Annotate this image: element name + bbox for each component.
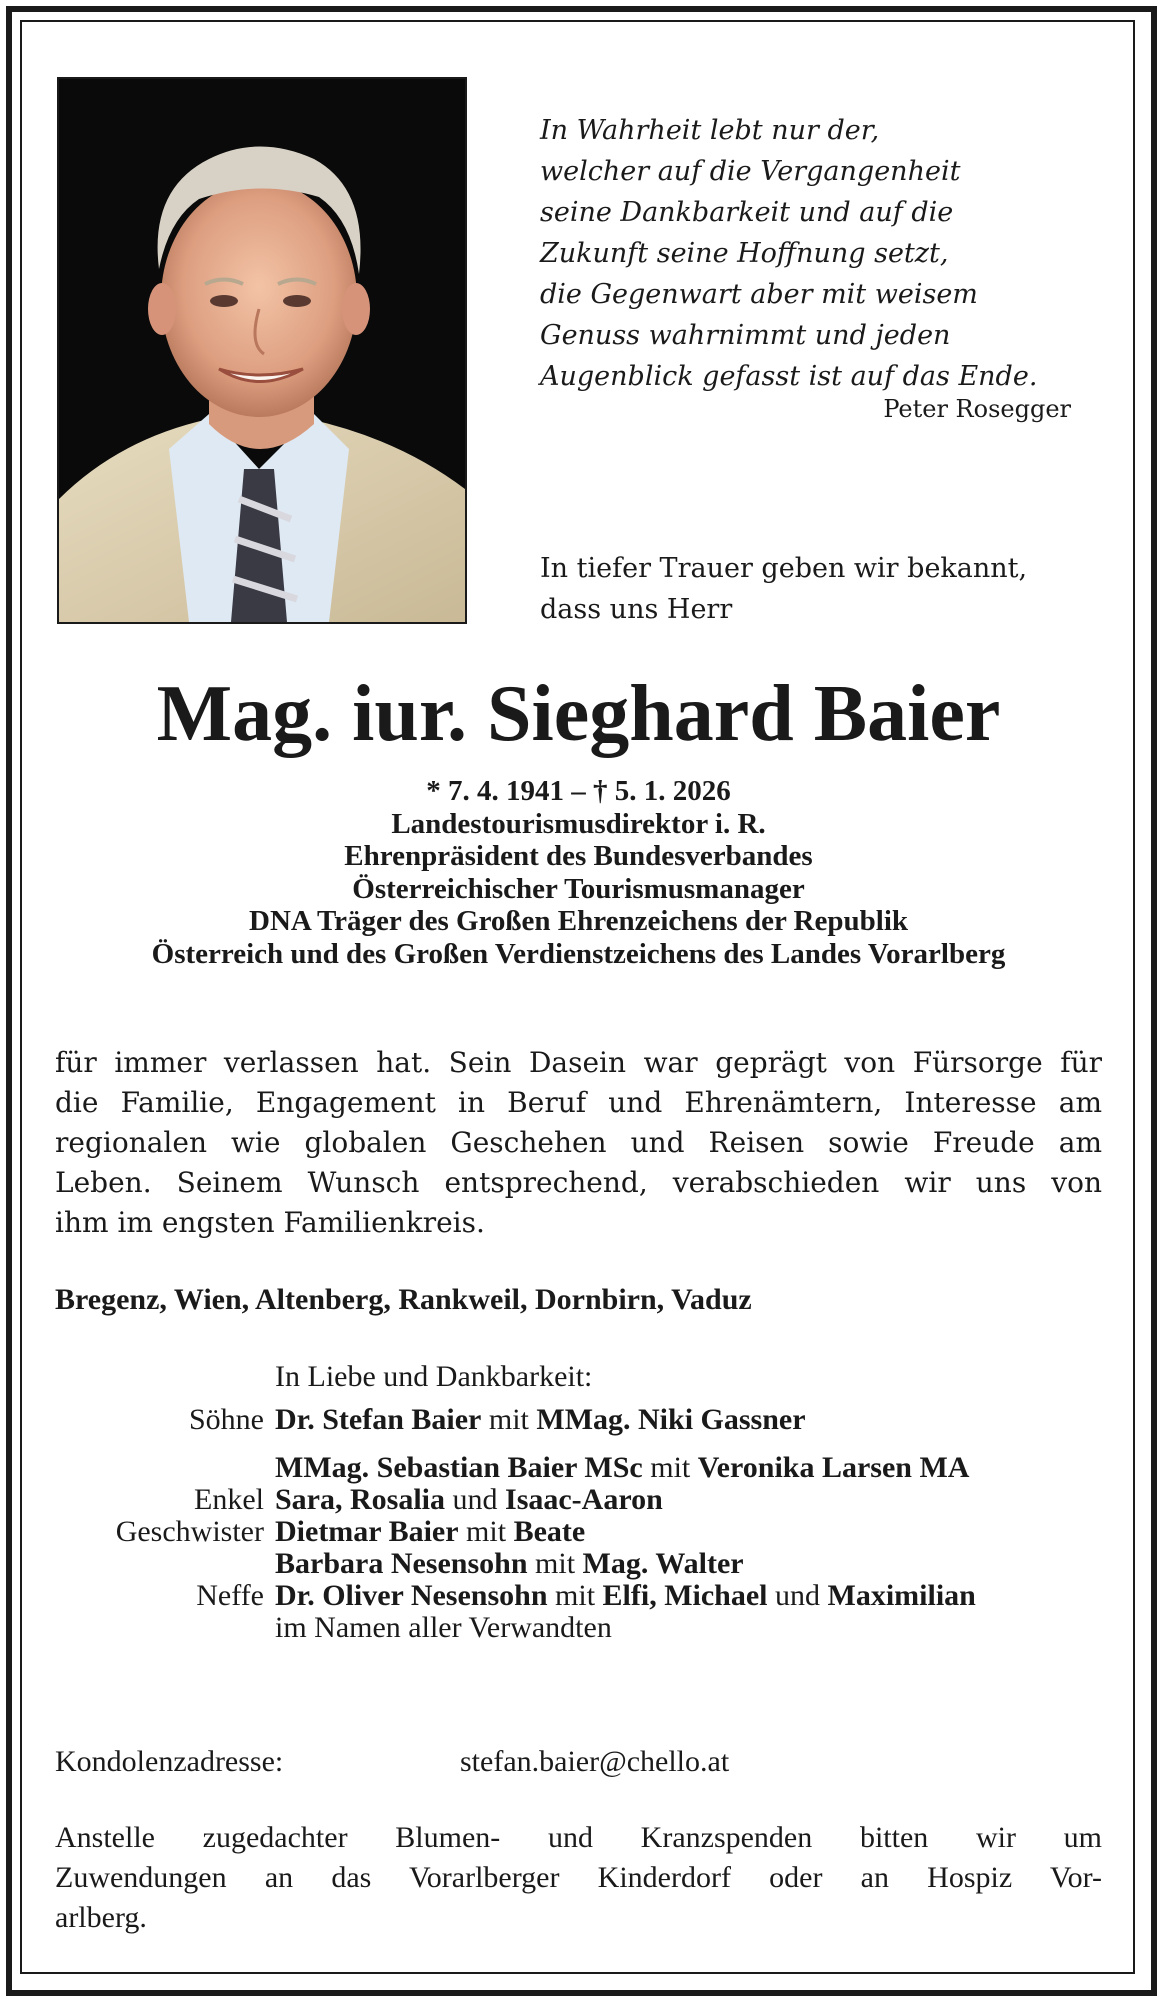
quote-line: die Gegenwart aber mit weisem bbox=[540, 279, 978, 310]
family-connector: mit bbox=[527, 1547, 583, 1580]
deceased-titles bbox=[0, 775, 1157, 970]
family-connector: mit bbox=[458, 1515, 514, 1548]
title-line: Ehrenpräsident des Bundesverbandes bbox=[344, 840, 813, 872]
body-line: ihm im engsten Familienkreis. bbox=[55, 1206, 485, 1239]
title-line: Landestourismusdirektor i. R. bbox=[391, 807, 766, 840]
family-member-name: MMag. Niki Gassner bbox=[536, 1403, 806, 1436]
closing-line: Zuwendungen an das Vorarlberger Kinderdorf oder an Hospiz Vor- bbox=[55, 1861, 1102, 1894]
family-members bbox=[275, 1403, 806, 1437]
title-line: Österreichischer Tourismusmanager bbox=[352, 872, 805, 905]
family-members bbox=[275, 1547, 744, 1581]
family-member-name: Elfi, Michael bbox=[602, 1579, 768, 1612]
portrait-illustration bbox=[59, 79, 465, 622]
quote-line: Augenblick gefasst ist auf das Ende. bbox=[540, 361, 1038, 392]
family-connector: im Namen aller Verwandten bbox=[275, 1611, 612, 1644]
family-members bbox=[275, 1451, 969, 1485]
places-line: Bregenz, Wien, Altenberg, Rankweil, Dornbirn, Vaduz bbox=[55, 1283, 752, 1316]
family-members bbox=[275, 1611, 612, 1645]
body-line: regionalen wie globalen Geschehen und Reisen sowie Freude am bbox=[55, 1126, 1102, 1159]
family-member-name: Maximilian bbox=[827, 1579, 976, 1612]
family-member-name: Dietmar Baier bbox=[275, 1515, 459, 1548]
family-relation-label: Neffe bbox=[196, 1579, 264, 1612]
family-member-name: MMag. Sebastian Baier MSc bbox=[275, 1451, 643, 1484]
family-member-name: Isaac-Aaron bbox=[505, 1483, 663, 1516]
announcement-intro bbox=[540, 548, 1100, 630]
family-member-name: Dr. Stefan Baier bbox=[275, 1403, 482, 1436]
condolence-label: Kondolenzadresse: bbox=[55, 1745, 284, 1778]
body-line: für immer verlassen hat. Sein Dasein war geprägt von Fürsorge für bbox=[55, 1046, 1102, 1079]
body-line: die Familie, Engagement in Beruf und Ehrenämtern, Interesse am bbox=[55, 1086, 1102, 1119]
life-dates: * 7. 4. 1941 – † 5. 1. 2026 bbox=[426, 775, 731, 807]
family-heading: In Liebe und Dankbarkeit: bbox=[275, 1360, 593, 1393]
family-member-name: Veronika Larsen MA bbox=[697, 1451, 970, 1484]
deceased-name: Mag. iur. Sieghard Baier bbox=[156, 670, 1001, 758]
condolence-email[interactable]: stefan.baier@chello.at bbox=[460, 1745, 730, 1778]
family-relation-label: Söhne bbox=[189, 1403, 264, 1436]
epitaph-quote bbox=[540, 110, 1100, 397]
body-line: Leben. Seinem Wunsch entsprechend, verabschieden wir uns von bbox=[55, 1166, 1102, 1199]
family-members bbox=[275, 1515, 585, 1549]
quote-line: Genuss wahrnimmt und jeden bbox=[540, 320, 951, 351]
donation-note bbox=[55, 1818, 1102, 1938]
family-members bbox=[275, 1483, 663, 1517]
title-line: DNA Träger des Großen Ehrenzeichens der Republik bbox=[249, 905, 908, 937]
quote-line: Zukunft seine Hoffnung setzt, bbox=[540, 238, 949, 269]
title-line: Österreich und des Großen Verdienstzeichens des Landes Vorarlberg bbox=[151, 937, 1006, 970]
family-relation-label: Geschwister bbox=[115, 1515, 264, 1548]
family-relation-label: Enkel bbox=[194, 1483, 264, 1516]
quote-author: Peter Rosegger bbox=[883, 395, 1071, 423]
family-row bbox=[0, 1611, 1157, 1651]
quote-line: In Wahrheit lebt nur der, bbox=[540, 115, 880, 146]
obituary-body bbox=[55, 1043, 1102, 1243]
family-connector: und bbox=[767, 1579, 828, 1612]
family-member-name: Beate bbox=[513, 1515, 586, 1548]
family-member-name: Mag. Walter bbox=[582, 1547, 744, 1580]
family-connector: mit bbox=[481, 1403, 537, 1436]
family-heading-row bbox=[0, 1360, 1157, 1400]
family-connector: mit bbox=[547, 1579, 603, 1612]
family-connector: mit bbox=[642, 1451, 698, 1484]
family-member-name: Barbara Nesensohn bbox=[275, 1547, 528, 1580]
closing-line: Anstelle zugedachter Blumen- und Kranzspenden bitten wir um bbox=[55, 1821, 1102, 1854]
intro-line: dass uns Herr bbox=[540, 594, 733, 625]
quote-line: seine Dankbarkeit und auf die bbox=[540, 197, 954, 228]
quote-line: welcher auf die Vergangenheit bbox=[540, 156, 961, 187]
family-connector: und bbox=[445, 1483, 506, 1516]
family-row bbox=[0, 1403, 1157, 1443]
family-member-name: Dr. Oliver Nesensohn bbox=[275, 1579, 548, 1612]
family-member-name: Sara, Rosalia bbox=[275, 1483, 446, 1516]
closing-line: arlberg. bbox=[55, 1901, 147, 1934]
family-members bbox=[275, 1579, 976, 1613]
intro-line: In tiefer Trauer geben wir bekannt, bbox=[540, 553, 1028, 584]
portrait-photo bbox=[57, 77, 467, 624]
